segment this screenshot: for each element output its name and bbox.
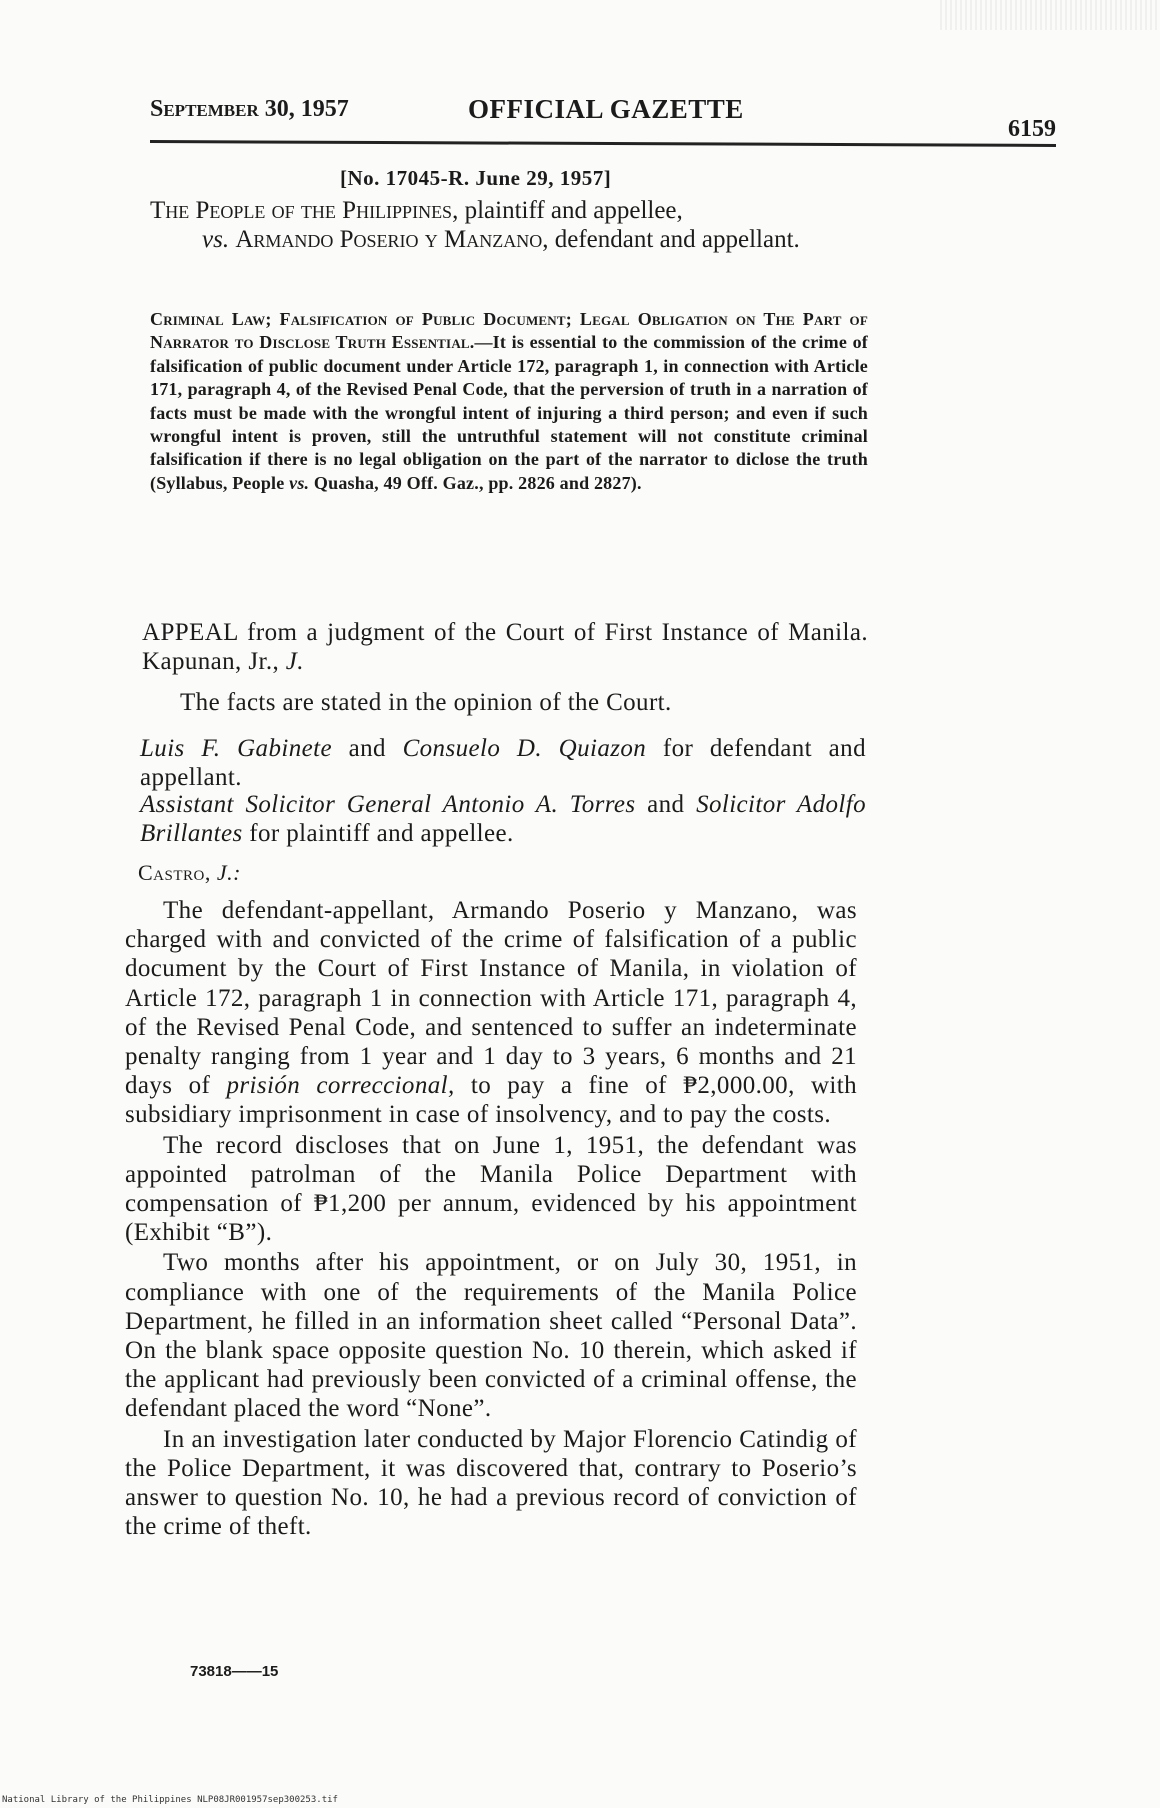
- defense-counsel-1: Luis F. Gabinete: [140, 735, 332, 762]
- print-code: 73818——15: [190, 1663, 279, 1680]
- counsel-plaintiff: [140, 790, 866, 848]
- counsel-defendant: [140, 734, 866, 792]
- case-number: [No. 17045-R. June 29, 1957]: [340, 166, 612, 190]
- header-rule: [150, 140, 1056, 147]
- paragraph-1-text-a: The defendant-appellant, Armando Poserio y Manzano, was charged with and convicted of the crime of falsification of a public document by the Court of First Instance of Manila, in violation of Article 172, paragraph 1 in connection with Article 171, paragraph 4, of the Revised Penal Code, and sentenced to suffer an indeterminate penalty ranging from 1 year and 1 day to 3 years, 6 months and 21 days of: [125, 897, 857, 1100]
- scan-noise: [940, 0, 1160, 30]
- prosecution-role: for plaintiff and appellee.: [242, 820, 514, 848]
- case-title-continued: [150, 225, 874, 254]
- syllabus-citation: Quasha, 49 Off. Gaz., pp. 2826 and 2827).: [309, 472, 642, 493]
- versus: vs.: [202, 226, 230, 253]
- ponente-title: J.:: [216, 860, 241, 885]
- defense-role: for defendant and appellant.: [140, 735, 866, 792]
- syllabus-text: —It is essential to the commission of the crime of falsification of public document under Article 172, paragraph 1, in connection with Article 171, paragraph 4, of the Revised Penal Code, that the perversion of truth in a narration of facts must be made with the wrongful intent of injuring a third person; and even if such wrongful intent is proven, still the untruthful statement will not constitute criminal falsification if there is no legal obligation on the part of the narrator to diclose the truth (Syllabus, People: [150, 332, 868, 493]
- paragraph-1-italic: prisión correccional,: [226, 1072, 455, 1100]
- defendant-name: Armando Poserio y Manzano,: [235, 226, 549, 253]
- appeal-text: from a judgment of the Court of First Instance of Manila. Kapunan, Jr.,: [142, 619, 868, 676]
- syllabus-heading: Criminal Law; Falsification of Public Document; Legal Obligation on The Part of Narrator to Disclose Truth Essential.: [150, 309, 868, 353]
- defense-counsel-2: Consuelo D. Quiazon: [402, 735, 647, 762]
- syllabus: [150, 308, 868, 495]
- page-header: [150, 94, 1056, 142]
- plaintiff-name: The People of the Philippines,: [150, 197, 459, 224]
- header-date: September 30, 1957: [150, 96, 349, 122]
- paragraph-3: Two months after his appointment, or on July 30, 1951, in compliance with one of the requirements of the Manila Police Department, he filled in an information sheet called “Personal Data”. On the blank space opposite question No. 10 therein, which asked if the applicant had previously been convicted of a criminal offense, the defendant placed the word “None”.: [125, 1249, 857, 1423]
- header-publication-title: OFFICIAL GAZETTE: [468, 94, 744, 124]
- facts-statement: The facts are stated in the opinion of the Court.: [180, 689, 672, 716]
- paragraph-1: [125, 896, 857, 1130]
- appeal-statement: [142, 618, 868, 676]
- case-title: [150, 196, 874, 254]
- appeal-judge-title: J.: [285, 648, 304, 676]
- plaintiff-role: plaintiff and appellee,: [458, 197, 683, 224]
- conjunction: and: [635, 791, 697, 818]
- ponente-name: Castro,: [138, 860, 211, 885]
- header-page-number: 6159: [1008, 116, 1056, 142]
- library-scan-label: National Library of the Philippines NLP08JR001957sep300253.tif: [2, 1795, 338, 1805]
- prosecution-counsel-2: Solicitor Adolfo Brillantes: [140, 791, 866, 848]
- ponente: [138, 860, 241, 886]
- defendant-role: defendant and appellant.: [548, 226, 800, 253]
- conjunction: and: [331, 735, 403, 762]
- prosecution-counsel-1: Assistant Solicitor General Antonio A. Torres: [140, 791, 636, 818]
- appeal-lead: APPEAL: [142, 619, 238, 646]
- opinion-body: [125, 896, 857, 1542]
- paragraph-4: In an investigation later conducted by Major Florencio Catindig of the Police Department, it was discovered that, contrary to Poserio’s answer to question No. 10, he had a previous record of conviction of the crime of theft.: [125, 1425, 857, 1541]
- paragraph-1-text-b: to pay a fine of ₱2,000.00, with subsidiary imprisonment in case of insolvency, and to pay the costs.: [125, 1072, 857, 1129]
- syllabus-versus: vs.: [289, 472, 310, 493]
- paragraph-2: The record discloses that on June 1, 1951, the defendant was appointed patrolman of the Manila Police Department with compensation of ₱1,200 per annum, evidenced by his appointment (Exhibit “B”).: [125, 1131, 857, 1247]
